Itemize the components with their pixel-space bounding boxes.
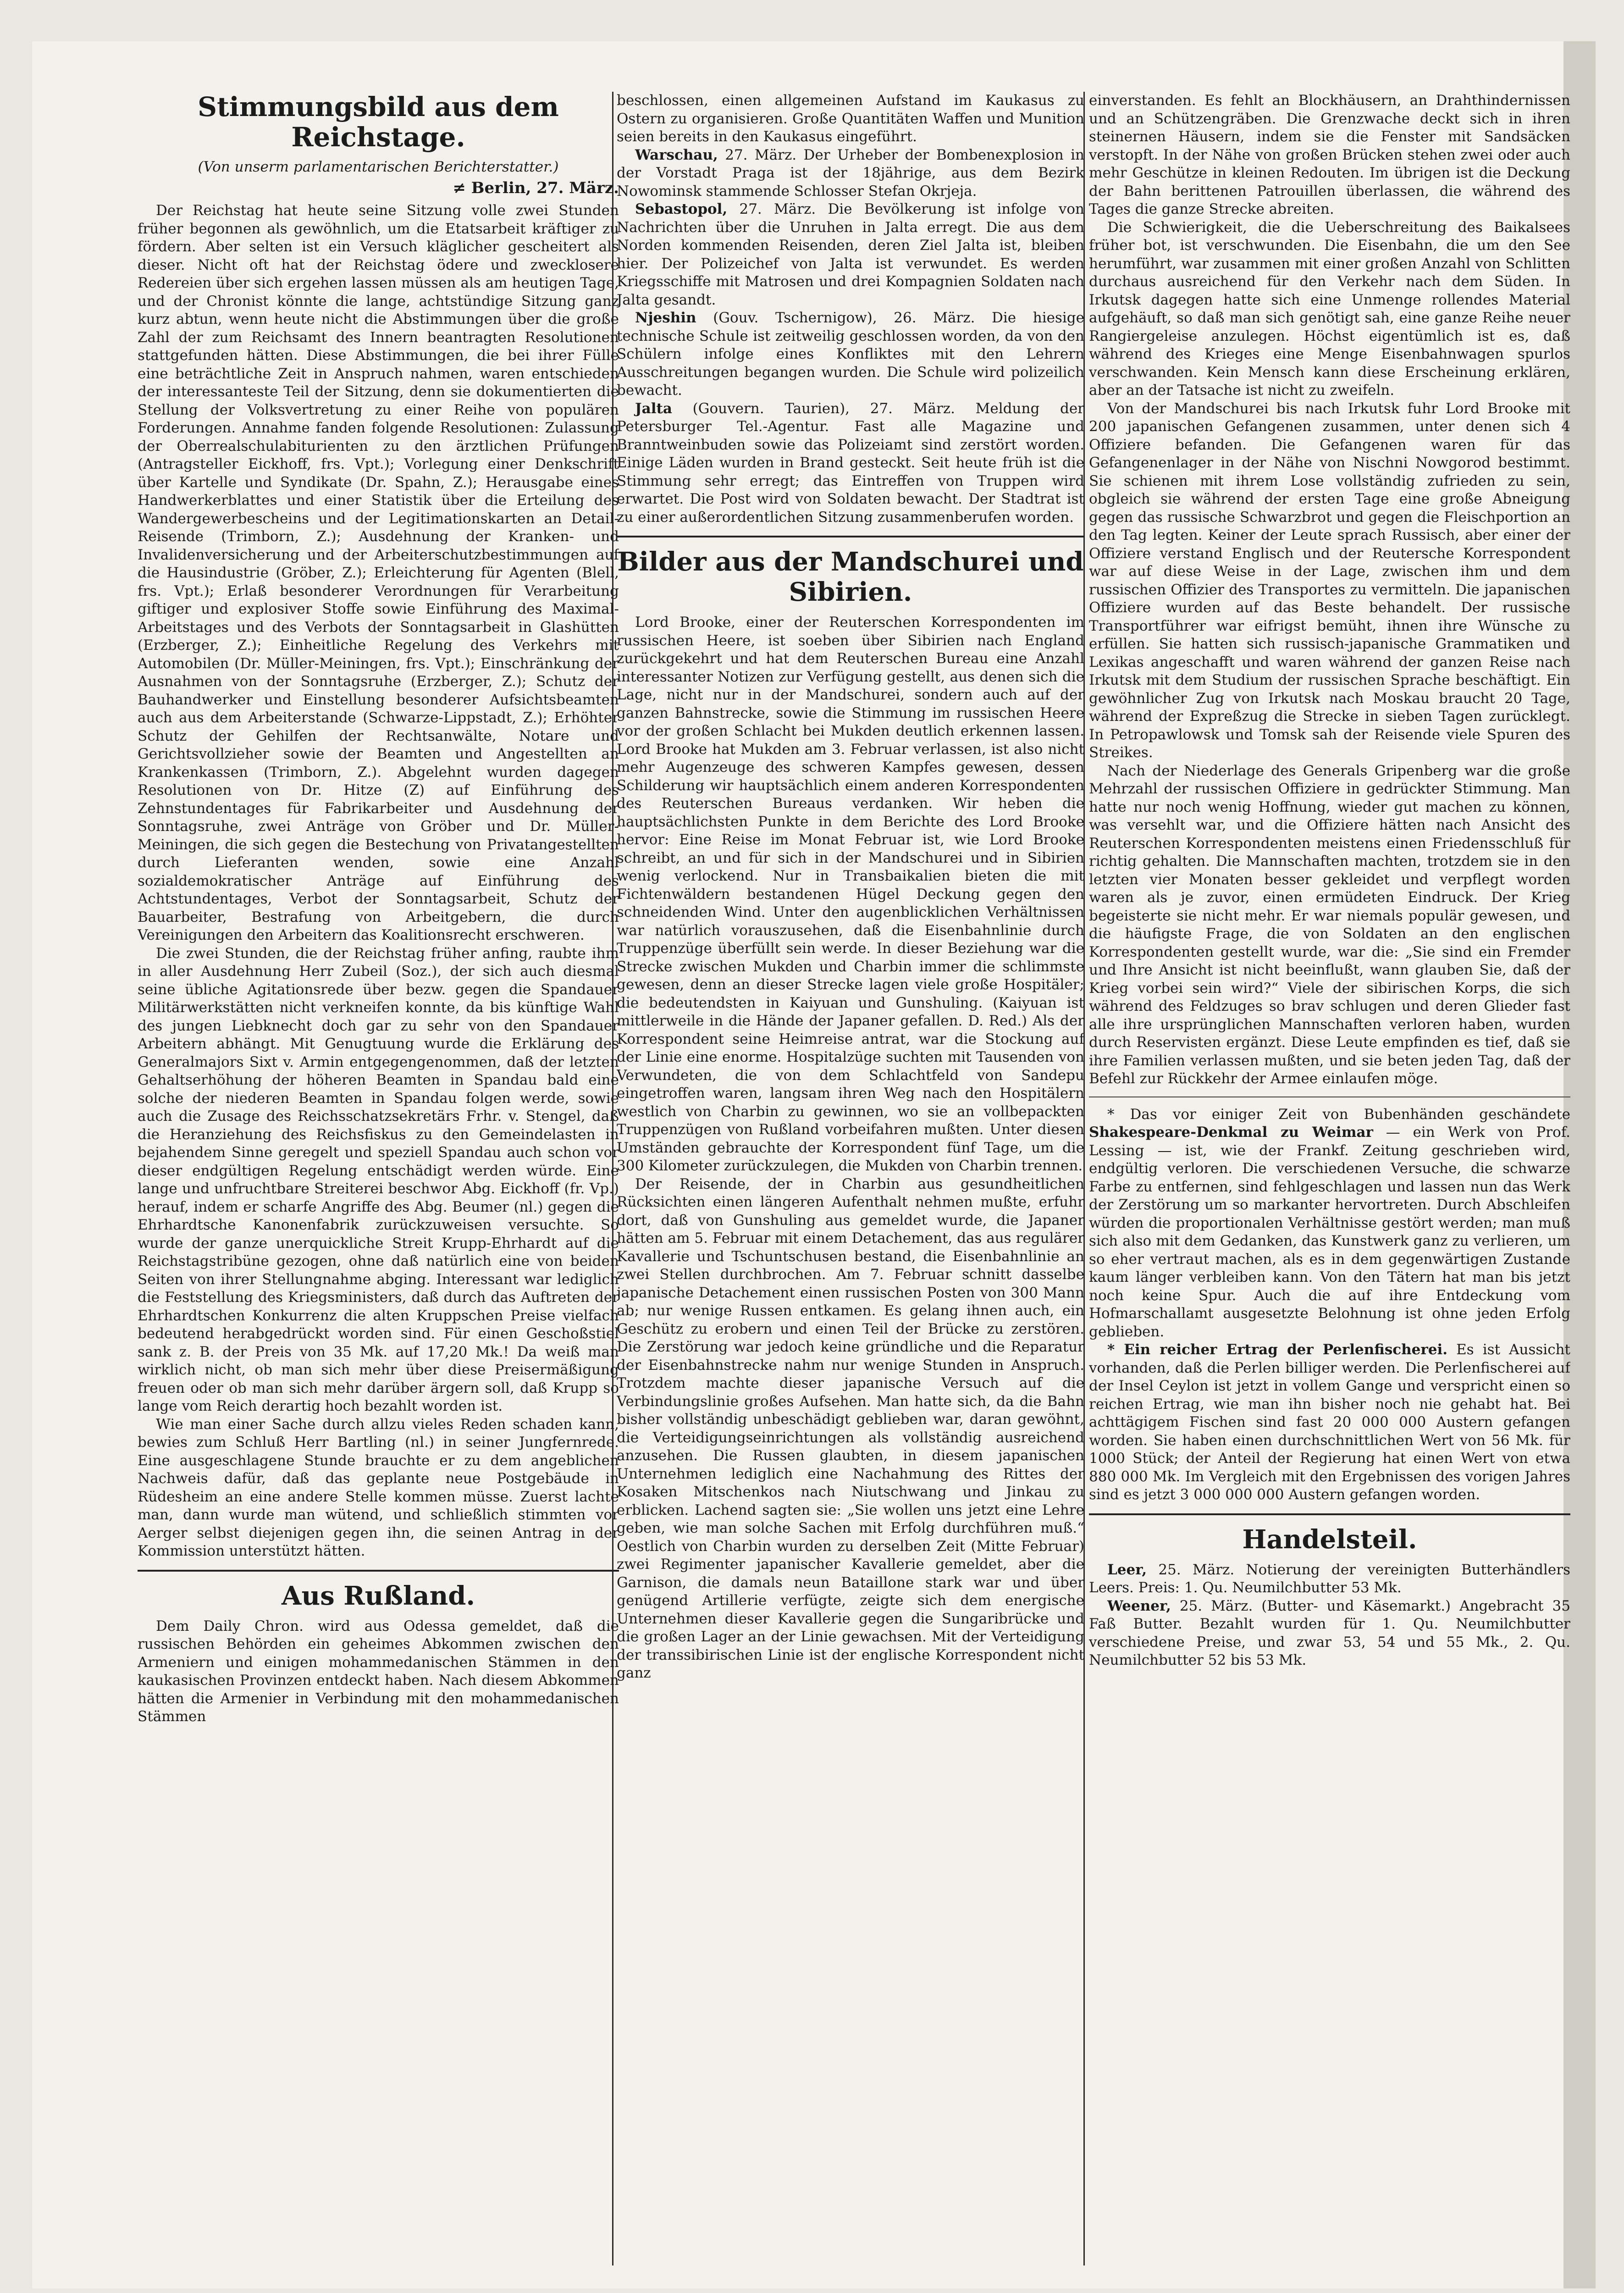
paragraph: Dem Daily Chron. wird aus Odessa gemeldet, daß die russischen Behörden ein geheimes Abkommen zwischen den Armeniern und einigen mohammedanischen Stämmen in den kaukasischen Provinzen entdeckt haben. Nach diesem Abkommen hätten die Armenier in Verbindung mit den mohammedanischen Stämmen (138, 1617, 619, 1725)
section-title-handelsteil: Handelsteil. (1242, 1524, 1417, 1555)
paragraph: Die zwei Stunden, die der Reichstag früher anfing, raubte ihm in aller Ausdehnung Herr Zubeil (Soz.), der sich auch diesmal seine übliche Agitationsrede über bezw. gegen die Spandauer Militärwerkstätten nicht verkneifen konnte, da bis künftige Wahl des jungen Liebknecht doch gar zu sehr von den Spandauer Arbeitern abhängt. Mit Genugtuung wurde die Erklärung des Generalmajors Sixt v. Armin entgegengenommen, daß der letzten Gehaltserhöhung der höheren Beamten in Spandau bald eine solche der niederen Beamten in Spandau folgen werde, sowie auch die Zusage des Reichsschatzsekretärs Frhr. v. Stengel, daß die Heranziehung des Reichsfiskus zu den Gemeindelasten in bejahendem Sinne geregelt und speziell Spandau auch schon vor dieser endgültigen Regelung entschädigt werden würde. Eine lange und unfruchtbare Streiterei beschwor Abg. Eickhoff (fr. Vp.) herauf, indem er scharfe Angriffe des Abg. Beumer (nl.) gegen die Ehrhardtsche Kanonenfabrik zurückzuweisen versuchte. So wurde der ganze unerquickliche Streit Krupp-Ehrhardt auf die Reichstagstribüne gezogen, ohne daß natürlich eine von beiden Seiten von ihrer Stellungnahme abging. Interessant war lediglich die Feststellung des Kriegsministers, daß durch das Auftreten der Ehrhardtschen Konkurrenz die alten Kruppschen Preise vielfach bedeutend herabgedrückt worden sind. Für einen Geschoßstiel sank z. B. der Preis von 35 Mk. auf 17,20 Mk.! Da weiß man wirklich nicht, ob man sich mehr über diese Preisermäßigung freuen oder ob man sich mehr darüber ärgern soll, daß Krupp so lange vom Reich derartig hoch bezahlt worden ist. (138, 945, 619, 1414)
news-item (617, 200, 1084, 309)
column-1 (138, 92, 619, 2270)
paragraph: beschlossen, einen allgemeinen Aufstand im Kaukasus zu Ostern zu organisieren. Große Quantitäten Waffen und Munition seien bereits in den Kaukasus eingeführt. (617, 92, 1084, 145)
place-name: Weener, (1107, 1597, 1171, 1614)
paragraph: Der Reisende, der in Charbin aus gesundheitlichen Rücksichten einen längeren Aufenthalt nehmen mußte, erfuhr dort, daß von Gunshuling aus gemeldet wurde, die Japaner hätten am 5. Februar mit einem Detachement, das aus regulärer Kavallerie und Tschuntschusen bestand, die Eisenbahnlinie an zwei Stellen durchbrochen. Am 7. Februar schnitt dasselbe japanische Detachement einen russischen Posten von 300 Mann ab; nur wenige Russen entkamen. Es gelang ihnen auch, ein Geschütz zu erobern und einen Teil der Brücke zu zerstören. Die Zerstörung war jedoch keine gründliche und die Reparatur der Eisenbahnstrecke nahm nur wenige Stunden in Anspruch. Trotzdem machte dieser japanische Versuch auf die Verbindungslinie großes Aufsehen. Man hatte sich, da die Bahn bisher vollständig unbeschädigt geblieben war, daran gewöhnt, die Verteidigungseinrichtungen als vollständig ausreichend anzusehen. Die Russen glaubten, in diesem japanischen Unternehmen lediglich eine Nachahmung des Rittes der Kosaken Mitschenkos nach Niutschwang und Jinkau zu erblicken. Lachend sagten sie: „Sie wollen uns jetzt eine Lehre geben, wie man solche Sachen mit Erfolg durchführen muß.“ Oestlich von Charbin wurden zu derselben Zeit (Mitte Februar) zwei Regimenter japanischer Kavallerie gemeldet, aber die Garnison, die damals neun Bataillone stark war und über genügend Artillerie verfügte, zeigte sich dem energische Unternehmen dieser Kavallerie gegen die Sungaribrücke und die großen Lager an der Linie gewachsen. Mit der Verteidigung der transsibirischen Linie ist der englische Korrespondent nicht ganz (617, 1175, 1084, 1681)
paragraph: Der Reichstag hat heute seine Sitzung volle zwei Stunden früher begonnen als gewöhnlich, um die Etatsarbeit kräftiger zu fördern. Aber selten ist ein Versuch kläglicher gescheitert als dieser. Nicht oft hat der Reichstag ödere und zwecklosere Redereien über sich ergehen lassen müssen als am heutigen Tage, und der Chronist könnte die lange, achtstündige Sitzung ganz kurz abtun, wenn heute nicht die Abstimmungen über die große Zahl der zum Reichsamt des Innern beantragten Resolutionen stattgefunden hätten. Diese Abstimmungen, die bei ihrer Fülle eine beträchtliche Zeit in Anspruch nahmen, waren entschieden der interessanteste Teil der Sitzung, denn sie dokumentierten die Stellung der Volksvertretung zu einer Reihe von populären Forderungen. Annahme fanden folgende Resolutionen: Zulassung der Oberrealschulabiturienten zu den ärztlichen Prüfungen (Antragsteller Eickhoff, frs. Vpt.); Vorlegung einer Denkschrift über Kartelle und Syndikate (Dr. Spahn, Z.); Herausgabe eines Handwerkerblattes und einer Statistik über die Erteilung des Wandergewerbescheins und der Legitimationskarten an Detail-Reisende (Trimborn, Z.); Ausdehnung der Kranken- und Invalidenversicherung und der Arbeiterschutzbestimmungen auf die Hausindustrie (Gröber, Z.); Erleichterung für Agenten (Blell, frs. Vpt.); Erlaß besonderer Verordnungen für Verarbeitung giftiger und explosiver Stoffe sowie Einführung des Maximal-Arbeitstages und des Verbots der Sonntagsarbeit in Glashütten (Erzberger, Z.); Einheitliche Regelung des Verkehrs mit Automobilen (Dr. Müller-Meiningen, frs. Vpt.); Einschränkung der Ausnahmen von der Sonntagsruhe (Erzberger, Z.); Schutz der Bauhandwerker und Einstellung besonderer Aufsichtsbeamten auch aus dem Arbeiterstande (Schwarze-Lippstadt, Z.); Erhöhter Schutz der Gehilfen der Rechtsanwälte, Notare und Gerichtsvollzieher sowie der Beamten und Angestellten an Krankenkassen (Trimborn, Z.). Abgelehnt wurden dagegen Resolutionen von Dr. Hitze (Z) auf Einführung des Zehnstundentages für Fabrikarbeiter und Ausdehnung der Sonntagsruhe, zwei Anträge von Gröber und Dr. Müller-Meiningen, die sich gegen die Bestechung von Privatangestellten durch Lieferanten wenden, sowie eine Anzahl sozialdemokratischer Anträge auf Einführung des Achtstundentages, Verbot der Sonntagsarbeit, Schutz der Bauarbeiter, Bestrafung von Arbeitgebern, die durch Vereinigungen den Arbeitern das Koalitionsrecht erschweren. (138, 202, 619, 943)
highlighted-term: * Ein reicher Ertrag der Perlenfischerei. (1107, 1341, 1448, 1358)
section-divider (1089, 1513, 1570, 1515)
place-name: Warschau, (635, 146, 718, 163)
column-2 (617, 92, 1084, 2270)
news-text: 27. März. Die Bevölkerung ist infolge von Nachrichten über die Unruhen in Jalta erregt. Die aus dem Norden kommenden Reisenden, deren Ziel Jalta ist, bleiben hier. Der Polizeichef von Jalta ist verwundet. Es werden Kriegsschiffe mit Matrosen und drei Kompagnien Soldaten nach Jalta gesandt. (617, 201, 1084, 308)
news-text: 27. März. Der Urheber der Bombenexplosion in der Vorstadt Praga ist der 18jährige, aus dem Bezirk Nowominsk stammende Schlosser Stefan Okrjeja. (617, 146, 1084, 199)
paragraph: Nach der Niederlage des Generals Gripenberg war die große Mehrzahl der russischen Offiziere in gedrückter Stimmung. Man hatte nur noch wenig Hoffnung, wieder gut machen zu können, was versehlt war, und die Offiziere hätten nach Ansicht des Reuterschen Korrespondenten meistens einen Friedensschluß für richtig gehalten. Die Mannschaften machten, trotzdem sie in den letzten vier Monaten besser gekleidet und verpflegt worden waren als je zuvor, einen ermüdeten Eindruck. Der Krieg begeisterte sie nicht mehr. Er war niemals populär gewesen, und die häufigste Frage, die von Soldaten an den englischen Korrespondenten gestellt wurde, war die: „Sie sind ein Fremder und Ihre Ansicht ist nicht beeinflußt, wann glauben Sie, daß der Krieg vorbei sein wird?“ Viele der sibirischen Korps, die sich während des Feldzuges so brav schlugen und deren Glieder fast alle ihre ursprünglichen Mannschaften verloren haben, wurden durch Reservisten ergänzt. Diese Leute empfinden es tief, daß sie ihre Familien verlassen mußten, und sie beten jeden Tag, daß der Befehl zur Rückkehr der Armee einlaufen möge. (1089, 762, 1570, 1087)
article-title-reichstag: Stimmungsbild aus dem Reichstage. (198, 92, 559, 153)
dateline: ≠ Berlin, 27. März. (453, 179, 619, 197)
paragraph: Lord Brooke, einer der Reuterschen Korrespondenten im russischen Heere, ist soeben über Sibirien nach England zurückgekehrt und hat dem Reuterschen Bureau eine Anzahl interessanter Notizen zur Verfügung gestellt, aus denen sich die Lage, nicht nur in der Mandschurei, sondern auch auf der ganzen Bahnstrecke, sowie die Stimmung im russischen Heere vor der großen Schlacht bei Mukden deutlich erkennen lassen. Lord Brooke hat Mukden am 3. Februar verlassen, ist also nicht mehr Augenzeuge des schweren Kampfes gewesen, dessen Schilderung wir hauptsächlich einem anderen Korrespondenten des Reuterschen Bureaus verdanken. Wir heben die hauptsächlichsten Punkte in dem Berichte des Lord Brooke hervor: Eine Reise im Monat Februar ist, wie Lord Brooke schreibt, an und für sich in der Mandschurei und in Sibirien wenig verlockend. Nur in Transbaikalien bieten die mit Fichtenwäldern bestandenen Hügel Deckung gegen den schneidenden Wind. Unter den augenblicklichen Verhältnissen war natürlich vorauszusehen, daß die Eisenbahnlinie durch Truppenzüge überfüllt sein werde. In dieser Beziehung war die Strecke zwischen Mukden und Charbin immer die schlimmste gewesen, denn an dieser Strecke lagen viele große Hospitäler; die bedeutendsten in Kaiyuan und Gunshuling. (Kaiyuan ist mittlerweile in die Hände der Japaner gefallen. D. Red.) Als der Korrespondent seine Heimreise antrat, war die Stockung auf der Linie eine enorme. Hospitalzüge suchten mit Tausenden von Verwundeten, die von dem Schlachtfeld von Sandepu eingetroffen waren, langsam ihren Weg nach den Hospitälern westlich von Charbin zu gewinnen, wo sie an vollbepackten Truppenzügen von Rußland vorbeifahren mußten. Unter diesen Umständen gebrauchte der Korrespondent fünf Tage, um die 300 Kilometer zurückzulegen, die Mukden von Charbin trennen. (617, 614, 1084, 1174)
column-3 (1089, 92, 1570, 2270)
place-name: Njeshin (635, 310, 696, 326)
highlighted-term: Shakespeare-Denkmal zu Weimar (1089, 1124, 1373, 1141)
article-subtitle: (Von unserm parlamentarischen Berichterstatter.) (198, 159, 559, 175)
section-divider (617, 536, 1084, 537)
place-name: Leer, (1107, 1561, 1147, 1578)
paragraph: einverstanden. Es fehlt an Blockhäusern, an Drahthindernissen und an Schützengräben. Die Grenzwache deckt sich in ihren steinernen Häusern, indem sie die Fenster mit Sandsäcken verstopft. In der Nähe von großen Brücken stehen zwei oder auch mehr Geschütze in kleinen Redouten. Im übrigen ist die Deckung der Bahn berittenen Patrouillen überlassen, die während des Tages die ganze Strecke abreiten. (1089, 92, 1570, 217)
news-item (617, 309, 1084, 400)
market-item: Leer, 25. März. Notierung der vereinigten Butterhändlers Leers. Preis: 1. Qu. Neumilchbutter 53 Mk. (1089, 1561, 1570, 1596)
news-text: (Gouvern. Taurien), 27. März. Meldung der Petersburger Tel.-Agentur. Fast alle Magazine und Branntweinbuden sowie das Polizeiamt sind zerstört worden. Einige Läden wurden in Brand gesteckt. Seit heute früh ist die Stimmung sehr erregt; das Eintreffen von Truppen wird erwartet. Die Post wird von Soldaten bewacht. Der Stadtrat ist zu einer außerordentlichen Sitzung zusammenberufen worden. (617, 400, 1084, 526)
paragraph: Die Schwierigkeit, die die Ueberschreitung des Baikalsees früher bot, ist verschwunden. Die Eisenbahn, die um den See herumführt, war zusammen mit einer großen Anzahl von Schlitten durchaus ausreichend für den Verkehr nach dem Süden. In Irkutsk dagegen hatte sich eine Unmenge rollendes Material aufgehäuft, so daß man sich genötigt sah, eine ganze Reihe neuer Rangiergeleise anzulegen. Höchst eigentümlich ist es, daß während des Krieges eine Menge Eisenbahnwagen spurlos verschwanden. Kein Mensch kann diese Erscheinung erklären, aber an der Tatsache ist nicht zu zweifeln. (1089, 219, 1570, 399)
news-item: * Ein reicher Ertrag der Perlenfischerei. Es ist Aussicht vorhanden, daß die Perlen billiger werden. Die Perlenfischerei auf der Insel Ceylon ist jetzt in vollem Gange und verspricht einen so reichen Ertrag, wie man ihn bisher noch nie gehabt hat. Bei achttägigem Fischen sind fast 20 000 000 Austern gefangen worden. Sie haben einen durchschnittlichen Wert von 56 Mk. für 1000 Stück; der Anteil der Regierung hat einen Wert von etwa 880 000 Mk. Im Vergleich mit den Ergebnissen des vorigen Jahres sind es jetzt 3 000 000 000 Austern gefangen worden. (1089, 1341, 1570, 1503)
section-divider (138, 1570, 619, 1572)
market-item: Weener, 25. März. (Butter- und Käsemarkt.) Angebracht 35 Faß Butter. Bezahlt wurden für 1. Qu. Neumilchbutter verschiedene Preise, und zwar 53, 54 und 55 Mk., 2. Qu. Neumilchbutter 52 bis 53 Mk. (1089, 1597, 1570, 1668)
place-name: Sebastopol, (635, 201, 728, 217)
news-item: * Das vor einiger Zeit von Bubenhänden geschändete Shakespeare-Denkmal zu Weimar — ein Werk von Prof. Lessing — ist, wie der Frankf. Zeitung geschrieben wird, endgültig verloren. Die verschiedenen Versuche, die schwarze Farbe zu entfernen, sind fehlgeschlagen und lassen nun das Werk der Zerstörung um so markanter hervortreten. Durch Abschleifen würden die proportionalen Verhältnisse gestört werden; man muß sich also mit dem Gedanken, das Kunstwerk ganz zu verlieren, um so eher vertraut machen, als es in dem gegenwärtigen Zustande kaum länger verbleiben kann. Von den Tätern hat man bis jetzt noch keine Spur. Auch die auf ihre Entdeckung vom Hofmarschallamt ausgesetzte Belohnung ist ohne jeden Erfolg geblieben. (1089, 1106, 1570, 1340)
news-item (617, 146, 1084, 201)
article-title-mandschurei: Bilder aus der Mandschurei und Sibirien. (617, 547, 1084, 607)
article-title-russland: Aus Rußland. (282, 1580, 475, 1611)
paragraph: Wie man einer Sache durch allzu vieles Reden schaden kann, bewies zum Schluß Herr Bartling (nl.) in seiner Jungfernrede. Eine ausgeschlagene Stunde brauchte er zu dem angeblichen Nachweis dafür, daß das geplante neue Postgebäude in Rüdesheim an eine andere Stelle kommen müsse. Zuerst lachte man, dann wurde man wütend, und schließlich stimmten vor Aerger selbst diejenigen gegen ihn, die seinen Antrag in der Kommission unterstützt hätten. (138, 1416, 619, 1559)
place-name: Jalta (635, 400, 672, 417)
news-item (617, 400, 1084, 527)
paragraph: Von der Mandschurei bis nach Irkutsk fuhr Lord Brooke mit 200 japanischen Gefangenen zusammen, unter denen sich 4 Offiziere befanden. Die Gefangenen waren für das Gefangenenlager in der Nähe von Nischni Nowgorod bestimmt. Sie schienen mit ihrem Lose vollständig zufrieden zu sein, obgleich sie während der ersten Tage eine große Abneigung gegen das russische Schwarzbrot und gegen die Fleischportion an den Tag legten. Keiner der Leute sprach Russisch, aber einer der Offiziere verstand Englisch und der Reutersche Korrespondent war auf diese Weise in der Lage, zwischen ihm und dem russischen Offizier des Transportes zu vermitteln. Die japanischen Offiziere wurden auf das Beste behandelt. Der russische Transportführer war eifrigst bemüht, ihnen ihre Wünsche zu erfüllen. Sie hatten sich russisch-japanische Grammatiken und Lexikas angeschafft und waren während der ganzen Reise nach Irkutsk mit dem Studium der russischen Sprache beschäftigt. Ein gewöhnlicher Zug von Irkutsk nach Moskau braucht 20 Tage, während der Expreßzug die Strecke in sieben Tagen zurücklegt. In Petropawlowsk und Tomsk sah der Reisende viele Spuren des Streikes. (1089, 400, 1570, 761)
news-text: (Gouv. Tschernigow), 26. März. Die hiesige technische Schule ist zeitweilig geschlossen worden, da von den Schülern infolge eines Konfliktes mit den Lehrern Ausschreitungen begangen wurden. Die Schule wird polizeilich bewacht. (617, 310, 1084, 399)
